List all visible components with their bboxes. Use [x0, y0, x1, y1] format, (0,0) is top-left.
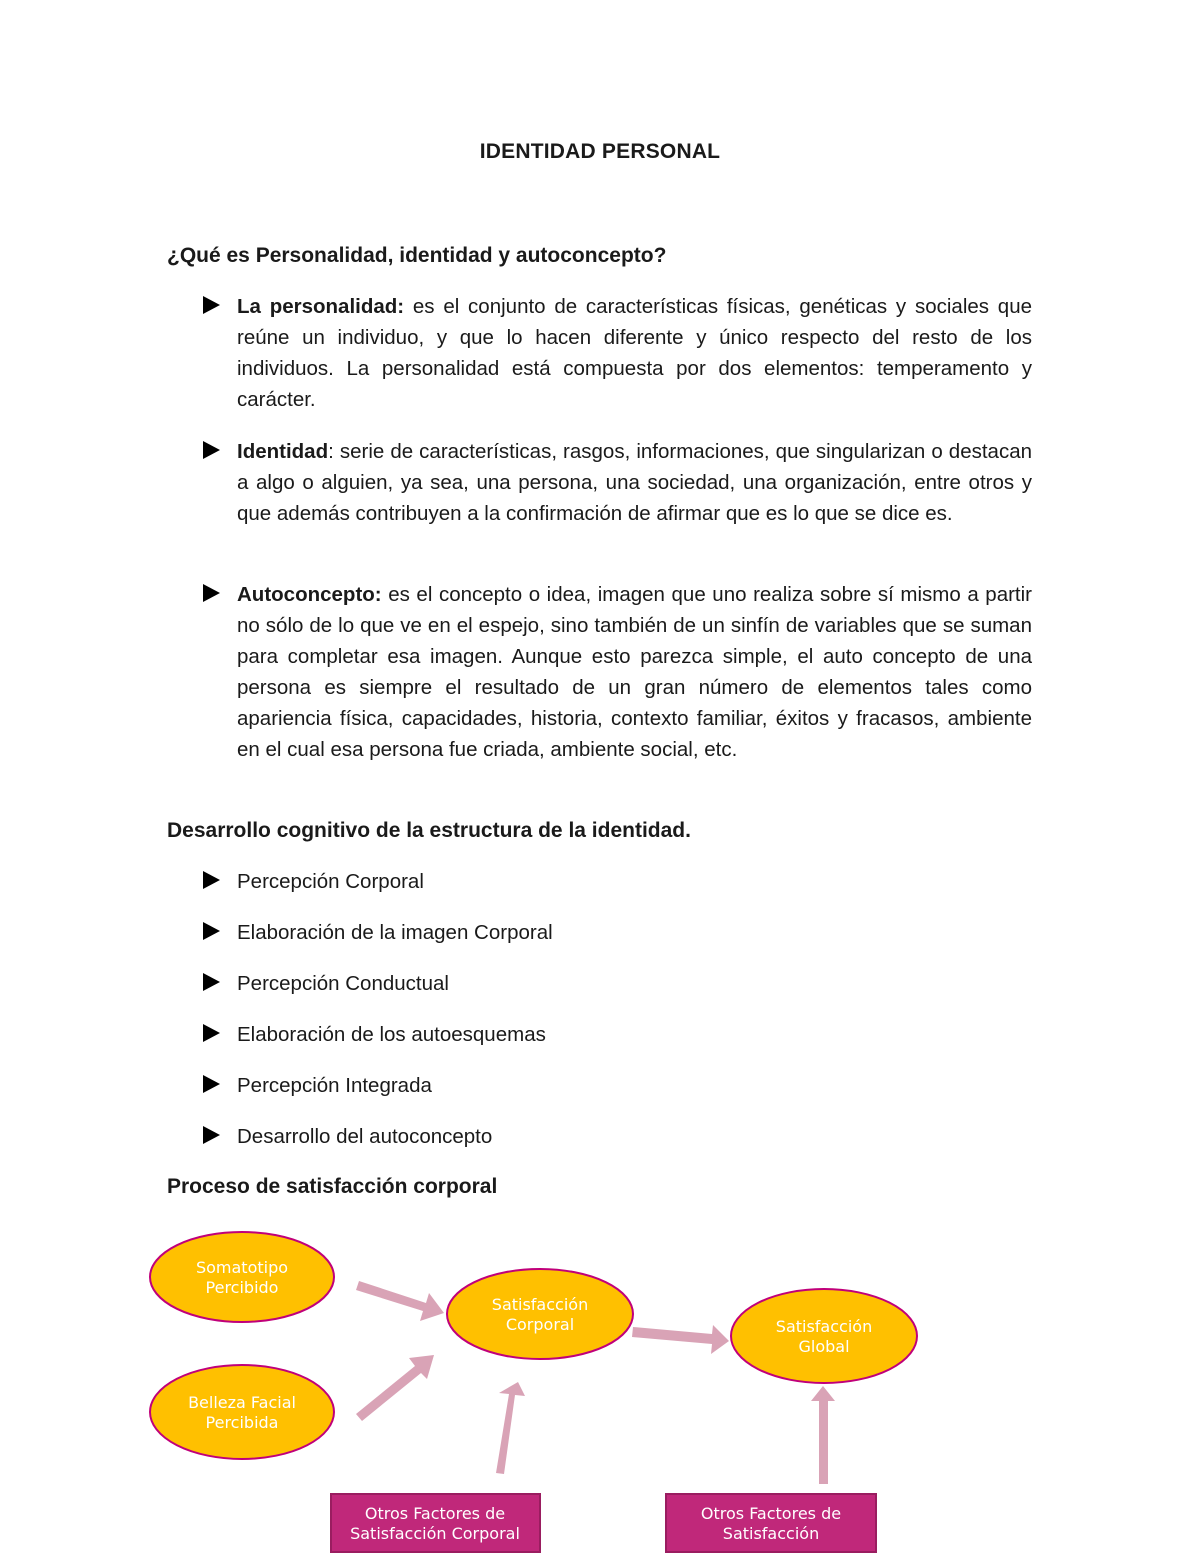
node-somatotipo [150, 1232, 334, 1322]
node-satisfaccion-global-shape [731, 1289, 917, 1383]
arrow-somatotipo-to-corporal [356, 1281, 444, 1321]
node-belleza-line1: Belleza Facial [188, 1393, 296, 1412]
node-otros-satisfaccion-line2: Satisfacción [722, 1524, 820, 1543]
arrow-corporal-to-global [632, 1325, 729, 1354]
node-otros-satisfaccion-shape [666, 1494, 876, 1552]
node-corporal-line1: Satisfacción [491, 1295, 589, 1314]
list-item-label: Percepción Corporal [237, 870, 424, 893]
arrow-otros-to-global [811, 1386, 835, 1484]
arrow-otros-to-corporal [496, 1382, 525, 1474]
node-otros-corporal-line2: Satisfacción Corporal [350, 1524, 520, 1543]
node-otros-corporal-shape [331, 1494, 540, 1552]
arrow-belleza-to-corporal [356, 1355, 434, 1421]
definition-body: es el conjunto de características físicas, genéticas y sociales que reúne un individuo, y que lo hacen diferente y único respecto del resto de los individuos. La personalidad está compuesta por dos elementos: temperamento y carácter. [237, 295, 1033, 411]
definition-term: La personalidad: [237, 295, 405, 318]
node-global-line2: Global [798, 1337, 850, 1356]
section-heading-desarrollo: Desarrollo cognitivo de la estructura de la identidad. [167, 819, 691, 842]
node-corporal-line2: Corporal [505, 1315, 575, 1334]
node-somatotipo-shape [150, 1232, 334, 1322]
node-otros-factores-satisfaccion [666, 1494, 876, 1552]
node-satisfaccion-corporal-shape [447, 1269, 633, 1359]
definition-term: Autoconcepto: [237, 583, 382, 606]
node-somatotipo-line2: Percibido [205, 1278, 279, 1297]
node-belleza-line2: Percibida [205, 1413, 279, 1432]
list-item-label: Percepción Conductual [237, 972, 449, 995]
node-belleza-facial-shape [150, 1365, 334, 1459]
node-otros-factores-corporal [331, 1494, 540, 1552]
node-somatotipo-line1: Somatotipo [195, 1258, 289, 1277]
definition-body: : serie de características, rasgos, informaciones, que singularizan o destacan a algo o alguien, ya sea, una persona, una sociedad, una organización, entre otros y que además contribuyen a la confirmación de afirmar que es lo que se dice es. [237, 440, 1032, 525]
section-heading-definitions: ¿Qué es Personalidad, identidad y autoconcepto? [167, 244, 667, 267]
node-satisfaccion-corporal [447, 1269, 633, 1359]
node-global-line1: Satisfacción [775, 1317, 873, 1336]
list-item-label: Percepción Integrada [237, 1074, 432, 1097]
page-title: IDENTIDAD PERSONAL [479, 140, 721, 163]
list-item-label: Elaboración de los autoesquemas [237, 1023, 546, 1046]
section-heading-proceso: Proceso de satisfacción corporal [167, 1175, 498, 1198]
list-item-label: Elaboración de la imagen Corporal [237, 921, 553, 944]
definition-body: es el concepto o idea, imagen que uno realiza sobre sí mismo a partir no sólo de lo que ve en el espejo, sino también de un sinfín de variables que se suman para completar esa imagen. Aunque esto parezca simple, el auto concepto de una persona es siempre el resultado de un gran número de elementos tales como apariencia física, capacidades, historia, contexto familiar, éxitos y fracasos, ambiente en el cual esa persona fue criada, ambiente social, etc. [237, 583, 1032, 761]
node-otros-satisfaccion-line1: Otros Factores de [700, 1504, 842, 1523]
node-belleza-facial [150, 1365, 334, 1459]
node-otros-corporal-line1: Otros Factores de [364, 1504, 506, 1523]
node-satisfaccion-global [731, 1289, 917, 1383]
list-item-label: Desarrollo del autoconcepto [237, 1125, 493, 1148]
definition-term: Identidad [237, 440, 329, 463]
